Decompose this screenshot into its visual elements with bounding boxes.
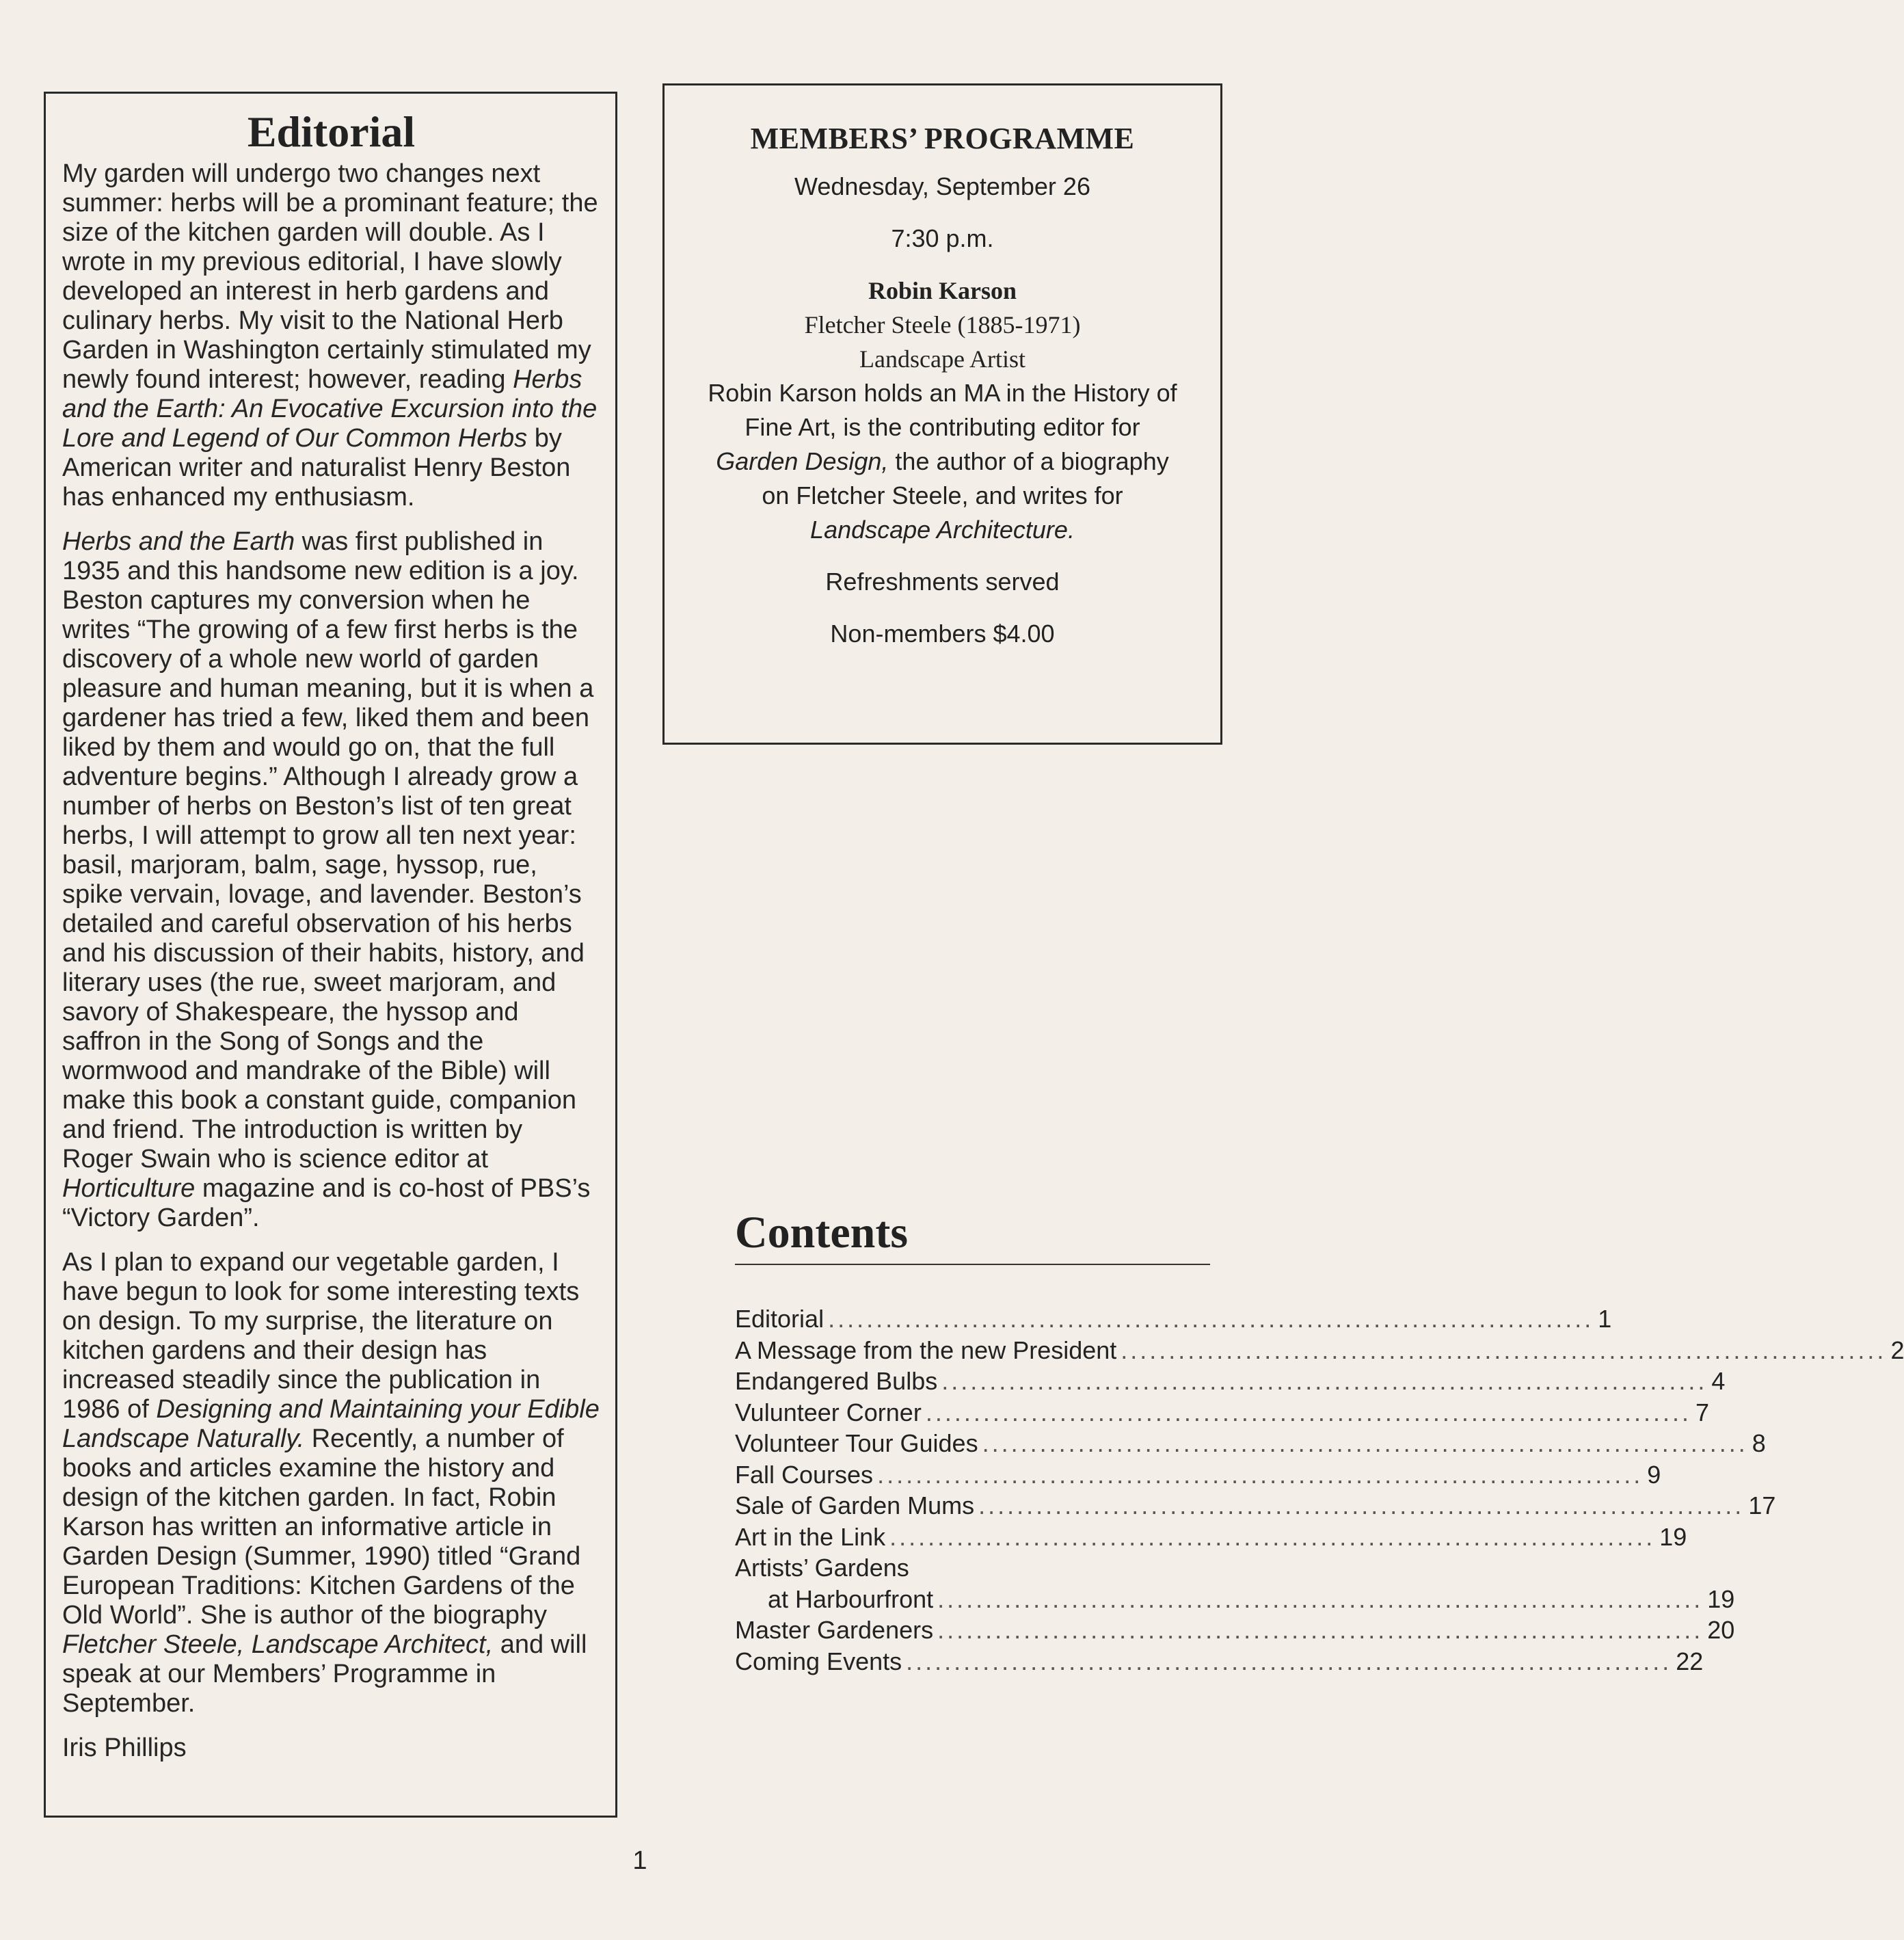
contents-item bbox=[735, 1615, 1735, 1646]
contents-item bbox=[735, 1584, 1735, 1615]
contents-item-title: Editorial bbox=[735, 1305, 824, 1333]
contents-item-page: 8 bbox=[1752, 1429, 1766, 1457]
contents-item bbox=[735, 1397, 1709, 1429]
contents-item-title: Volunteer Tour Guides bbox=[735, 1429, 978, 1457]
programme-date: Wednesday, September 26 bbox=[794, 172, 1090, 200]
contents-item-title: Master Gardeners bbox=[735, 1616, 934, 1644]
programme-speaker: Robin Karson bbox=[868, 277, 1017, 304]
text-run: by American writer and naturalist Henry Beston has enhanced my enthusiasm. bbox=[62, 424, 571, 511]
editorial-title: Editorial bbox=[247, 107, 416, 156]
italic-text: Landscape Architecture. bbox=[810, 516, 1075, 544]
contents-item-page: 22 bbox=[1676, 1647, 1704, 1675]
text-run: As I plan to expand our vegetable garden, I have begun to look for some interesting texts on design. To my surprise, the literature on kitchen gardens and their design has increased steadily since the publication in 1986 of bbox=[62, 1248, 580, 1424]
contents-item bbox=[735, 1522, 1687, 1553]
editorial-paragraph bbox=[62, 527, 600, 1233]
italic-text: Fletcher Steele, Landscape Architect, bbox=[62, 1630, 494, 1659]
contents-item bbox=[735, 1428, 1766, 1459]
contents-item-page: 2 bbox=[1890, 1336, 1904, 1364]
contents-item bbox=[735, 1303, 1612, 1335]
contents-item-page: 1 bbox=[1598, 1305, 1612, 1333]
contents-item bbox=[735, 1646, 1704, 1677]
contents-item-title: Sale of Garden Mums bbox=[735, 1491, 975, 1519]
italic-text: Herbs and the Earth: An Evocative Excursion into the Lore and Legend of Our Common Herbs bbox=[62, 365, 598, 453]
contents-item-title: Coming Events bbox=[735, 1647, 902, 1675]
editorial-paragraph bbox=[62, 159, 600, 512]
contents-item-title: at Harbourfront bbox=[768, 1584, 934, 1613]
text-run: magazine and is co-host of PBS’s “Victory Garden”. bbox=[62, 1174, 591, 1232]
contents-item-page: 19 bbox=[1659, 1522, 1687, 1551]
contents-item-page: 20 bbox=[1707, 1616, 1735, 1644]
contents-item-page: 9 bbox=[1647, 1460, 1661, 1489]
programme-title: MEMBERS’ PROGRAMME bbox=[750, 122, 1135, 155]
contents-leader-dots: ................................................................................ bbox=[941, 1367, 1708, 1395]
contents-item-page: 17 bbox=[1748, 1491, 1776, 1519]
italic-text: Designing and Maintaining your Edible Landscape Naturally. bbox=[62, 1395, 600, 1453]
text-run: Robin Karson holds an MA in the History of Fine Art, is the contributing editor for bbox=[708, 379, 1177, 441]
contents-leader-dots: ................................................................................ bbox=[828, 1305, 1594, 1333]
programme-fee: Non-members $4.00 bbox=[830, 620, 1055, 648]
italic-text: Herbs and the Earth bbox=[62, 527, 295, 556]
contents-leader-dots: ................................................................................ bbox=[937, 1616, 1704, 1644]
page-number: 1 bbox=[632, 1846, 647, 1875]
contents-item-page: 7 bbox=[1695, 1398, 1709, 1426]
editorial-signature: Iris Phillips bbox=[62, 1733, 187, 1762]
contents-leader-dots: ................................................................................ bbox=[978, 1491, 1745, 1519]
italic-text: Garden Design, bbox=[716, 447, 889, 475]
programme-refreshments: Refreshments served bbox=[825, 568, 1060, 596]
contents-item-title: Endangered Bulbs bbox=[735, 1367, 938, 1395]
text-run: was first published in 1935 and this handsome new edition is a joy. Beston captures my conversion when he writes “The growing of a few first herbs is the discovery of a whole new world of garden pleasure and human meaning, but it is when a gardener has tried a few, liked them and been liked by them and would go on, that the full adventure begins.” Although I already grow a number of herbs on Beston’s list of ten great herbs, I will attempt to grow all ten next year: basil, marjoram, balm, sage, hyssop, rue, spike vervain, lovage, and lavender. Beston’s detailed and careful observation of his herbs and his discussion of their habits, history, and literary uses (the rue, sweet marjoram, and savory of Shakespeare, the hyssop and saffron in the Song of Songs and the wormwood and mandrake of the Bible) will make this book a constant guide, companion and friend. The introduction is written by Roger Swain who is science editor at bbox=[62, 527, 594, 1173]
programme-subtopic: Landscape Artist bbox=[859, 345, 1025, 373]
programme-topic: Fletcher Steele (1885-1971) bbox=[804, 311, 1081, 338]
contents-leader-dots: ................................................................................ bbox=[889, 1522, 1656, 1551]
contents-leader-dots: ................................................................................ bbox=[925, 1398, 1691, 1426]
contents-item bbox=[735, 1490, 1776, 1522]
italic-text: Horticulture bbox=[62, 1174, 196, 1203]
text-run: and will speak at our Members’ Programme in September. bbox=[62, 1630, 587, 1718]
contents-section bbox=[735, 1208, 1904, 1677]
members-programme-box bbox=[662, 83, 1222, 745]
contents-leader-dots: ................................................................................ bbox=[1121, 1336, 1887, 1364]
contents-list bbox=[735, 1303, 1904, 1677]
editorial-paragraph bbox=[62, 1248, 600, 1718]
contents-leader-dots: ................................................................................ bbox=[877, 1460, 1644, 1489]
text-run: the author of a biography on Fletcher Steele, and writes for bbox=[762, 447, 1169, 509]
text-run: Recently, a number of books and articles examine the history and design of the kitchen garden. In fact, Robin Karson has written an informative article in Garden Design (Summer, 1990) titled “Grand European Traditions: Kitchen Gardens of the Old World”. She is author of the biography bbox=[62, 1424, 581, 1630]
contents-item bbox=[735, 1335, 1904, 1366]
contents-title: Contents bbox=[735, 1210, 1210, 1265]
programme-bio bbox=[703, 376, 1182, 547]
contents-item bbox=[735, 1459, 1661, 1491]
programme-time: 7:30 p.m. bbox=[891, 224, 994, 252]
editorial-box bbox=[44, 92, 617, 1818]
contents-item-title: A Message from the new President bbox=[735, 1336, 1117, 1364]
contents-item bbox=[735, 1552, 1210, 1584]
contents-item-title: Vulunteer Corner bbox=[735, 1398, 922, 1426]
contents-leader-dots: ................................................................................ bbox=[937, 1584, 1704, 1613]
contents-item bbox=[735, 1366, 1726, 1397]
contents-item-page: 4 bbox=[1711, 1367, 1726, 1395]
contents-item-page: 19 bbox=[1707, 1584, 1735, 1613]
text-run: My garden will undergo two changes next summer: herbs will be a prominant feature; the size of the kitchen garden will double. As I wrote in my previous editorial, I have slowly developed an interest in herb gardens and culinary herbs. My visit to the National Herb Garden in Washington certainly stimulated my newly found interest; however, reading bbox=[62, 159, 598, 394]
contents-leader-dots: ................................................................................ bbox=[982, 1429, 1748, 1457]
contents-item-title: Art in the Link bbox=[735, 1522, 886, 1551]
contents-item-title: Fall Courses bbox=[735, 1460, 874, 1489]
contents-leader-dots: ................................................................................ bbox=[906, 1647, 1672, 1675]
contents-item-title: Artists’ Gardens bbox=[735, 1554, 909, 1582]
